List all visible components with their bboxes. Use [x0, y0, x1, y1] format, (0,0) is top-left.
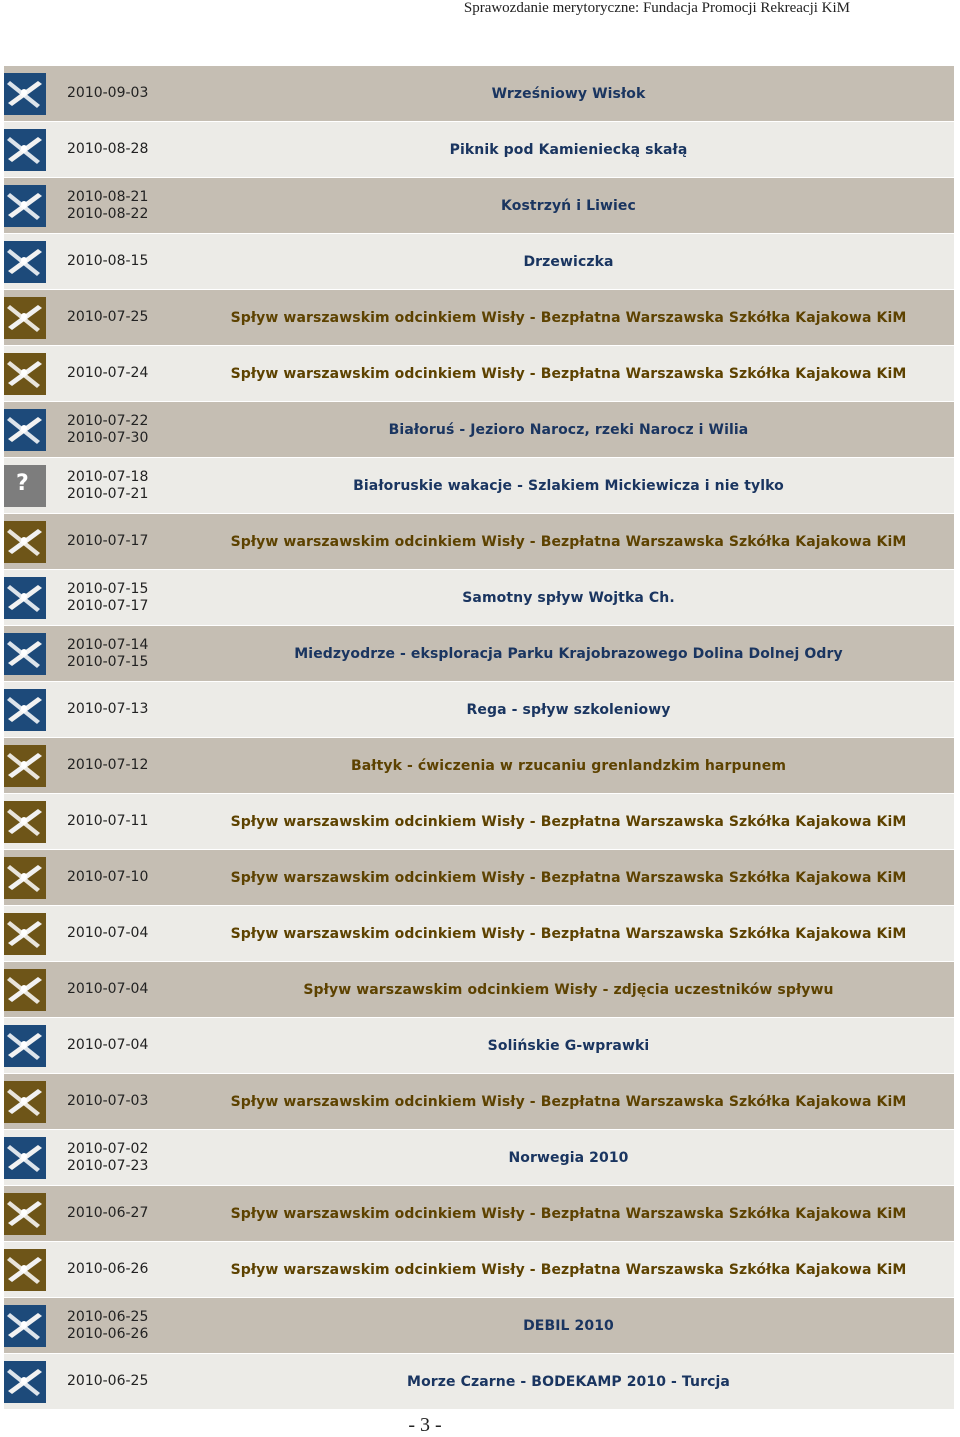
event-row [4, 514, 954, 570]
page-header: Sprawozdanie merytoryczne: Fundacja Promocji Rekreacji KiM [463, 0, 850, 16]
event-row [4, 1354, 954, 1410]
event-date: 2010-06-26 [67, 1325, 149, 1342]
question-icon [4, 465, 46, 507]
event-date: 2010-07-24 [67, 365, 149, 381]
event-date: 2010-06-25 [67, 1373, 149, 1389]
kayak-blue-icon [4, 73, 46, 115]
page-number: - 3 - [408, 1414, 442, 1436]
kayak-brown-icon [4, 1081, 46, 1123]
event-row [4, 234, 954, 290]
kayak-brown-icon [4, 745, 46, 787]
event-title-link[interactable]: Spływ warszawskim odcinkiem Wisły - Bezpłatna Warszawska Szkółka Kajakowa KiM [230, 925, 907, 942]
event-row [4, 1298, 954, 1354]
event-title-link[interactable]: Białoruś - Jezioro Narocz, rzeki Narocz i Wilia [388, 421, 749, 438]
event-title-link[interactable]: DEBIL 2010 [523, 1317, 614, 1334]
kayak-blue-icon [4, 185, 46, 227]
event-date: 2010-08-15 [67, 253, 149, 269]
event-title-link[interactable]: Samotny spływ Wojtka Ch. [462, 589, 675, 606]
event-row [4, 570, 954, 626]
event-row [4, 738, 954, 794]
event-date: 2010-07-25 [67, 309, 149, 325]
event-date: 2010-07-21 [67, 485, 149, 502]
event-row [4, 346, 954, 402]
event-date: 2010-06-26 [67, 1261, 149, 1277]
event-row [4, 850, 954, 906]
question-glyph: ? [16, 470, 29, 496]
event-date: 2010-07-04 [67, 1037, 149, 1053]
event-row [4, 906, 954, 962]
event-title-link[interactable]: Spływ warszawskim odcinkiem Wisły - Bezpłatna Warszawska Szkółka Kajakowa KiM [230, 813, 907, 830]
kayak-brown-icon [4, 857, 46, 899]
kayak-brown-icon [4, 297, 46, 339]
event-dates [67, 813, 187, 830]
event-row [4, 290, 954, 346]
kayak-brown-icon [4, 1193, 46, 1235]
event-row [4, 1018, 954, 1074]
event-title-link[interactable]: Rega - spływ szkoleniowy [466, 701, 671, 718]
event-dates [67, 141, 187, 158]
event-date: 2010-07-02 [67, 1140, 149, 1157]
event-date: 2010-07-15 [67, 580, 149, 597]
event-title-link[interactable]: Kostrzyń i Liwiec [501, 197, 636, 214]
event-date: 2010-07-23 [67, 1157, 149, 1174]
kayak-blue-icon [4, 409, 46, 451]
event-date: 2010-07-11 [67, 813, 149, 829]
event-dates [67, 757, 187, 774]
event-dates [67, 1037, 187, 1054]
event-title-link[interactable]: Piknik pod Kamieniecką skałą [449, 141, 688, 158]
event-title-link[interactable]: Spływ warszawskim odcinkiem Wisły - Bezpłatna Warszawska Szkółka Kajakowa KiM [230, 1205, 907, 1222]
kayak-blue-icon [4, 633, 46, 675]
event-dates [67, 253, 187, 270]
event-row [4, 402, 954, 458]
kayak-brown-icon [4, 1249, 46, 1291]
event-date: 2010-07-03 [67, 1093, 149, 1109]
event-date: 2010-07-04 [67, 925, 149, 941]
event-title-link[interactable]: Białoruskie wakacje - Szlakiem Mickiewicza i nie tylko [353, 477, 784, 494]
kayak-blue-icon [4, 1025, 46, 1067]
event-date: 2010-07-04 [67, 981, 149, 997]
event-row [4, 178, 954, 234]
event-dates [67, 637, 187, 671]
event-row [4, 458, 954, 514]
event-row [4, 122, 954, 178]
event-row [4, 682, 954, 738]
events-table [4, 66, 954, 1410]
event-title-link[interactable]: Solińskie G-wprawki [487, 1037, 650, 1054]
kayak-blue-icon [4, 241, 46, 283]
kayak-blue-icon [4, 1305, 46, 1347]
event-date: 2010-07-22 [67, 412, 149, 429]
event-date: 2010-07-30 [67, 429, 149, 446]
event-title-link[interactable]: Morze Czarne - BODEKAMP 2010 - Turcja [407, 1373, 730, 1390]
event-title-link[interactable]: Spływ warszawskim odcinkiem Wisły - Bezpłatna Warszawska Szkółka Kajakowa KiM [230, 533, 907, 550]
event-date: 2010-07-12 [67, 757, 149, 773]
event-title-link[interactable]: Norwegia 2010 [508, 1149, 629, 1166]
event-row [4, 1242, 954, 1298]
event-date: 2010-08-21 [67, 188, 149, 205]
event-dates [67, 1093, 187, 1110]
event-row [4, 794, 954, 850]
event-dates [67, 309, 187, 326]
event-row [4, 1130, 954, 1186]
kayak-brown-icon [4, 521, 46, 563]
event-dates [67, 1261, 187, 1278]
event-date: 2010-09-03 [67, 85, 149, 101]
event-title-link[interactable]: Drzewiczka [523, 253, 614, 270]
event-dates [67, 1205, 187, 1222]
event-date: 2010-06-27 [67, 1205, 149, 1221]
event-date: 2010-07-13 [67, 701, 149, 717]
event-title-link[interactable]: Spływ warszawskim odcinkiem Wisły - Bezpłatna Warszawska Szkółka Kajakowa KiM [230, 869, 907, 886]
event-title-link[interactable]: Spływ warszawskim odcinkiem Wisły - zdjęcia uczestników spływu [303, 981, 834, 998]
event-dates [67, 365, 187, 382]
event-dates [67, 1141, 187, 1175]
event-date: 2010-07-17 [67, 533, 149, 549]
event-title-link[interactable]: Bałtyk - ćwiczenia w rzucaniu grenlandzkim harpunem [350, 757, 787, 774]
event-dates [67, 469, 187, 503]
event-row [4, 962, 954, 1018]
event-date: 2010-07-14 [67, 636, 149, 653]
event-title-link[interactable]: Miedzyodrze - eksploracja Parku Krajobrazowego Dolina Dolnej Odry [294, 645, 843, 662]
event-date: 2010-07-17 [67, 597, 149, 614]
event-date: 2010-07-15 [67, 653, 149, 670]
event-title-link[interactable]: Spływ warszawskim odcinkiem Wisły - Bezpłatna Warszawska Szkółka Kajakowa KiM [230, 1093, 907, 1110]
event-title-link[interactable]: Spływ warszawskim odcinkiem Wisły - Bezpłatna Warszawska Szkółka Kajakowa KiM [230, 1261, 907, 1278]
event-row [4, 1186, 954, 1242]
kayak-blue-icon [4, 577, 46, 619]
event-dates [67, 413, 187, 447]
event-row [4, 1074, 954, 1130]
kayak-blue-icon [4, 689, 46, 731]
event-date: 2010-07-18 [67, 468, 149, 485]
kayak-blue-icon [4, 1137, 46, 1179]
event-dates [67, 189, 187, 223]
event-dates [67, 981, 187, 998]
kayak-blue-icon [4, 1361, 46, 1403]
event-dates [67, 533, 187, 550]
event-date: 2010-08-28 [67, 141, 149, 157]
kayak-blue-icon [4, 129, 46, 171]
event-dates [67, 1373, 187, 1390]
kayak-brown-icon [4, 353, 46, 395]
event-row [4, 66, 954, 122]
event-dates [67, 925, 187, 942]
event-dates [67, 701, 187, 718]
event-dates [67, 1309, 187, 1343]
event-date: 2010-06-25 [67, 1308, 149, 1325]
event-title-link[interactable]: Spływ warszawskim odcinkiem Wisły - Bezpłatna Warszawska Szkółka Kajakowa KiM [230, 365, 907, 382]
kayak-brown-icon [4, 969, 46, 1011]
event-title-link[interactable]: Wrześniowy Wisłok [491, 85, 646, 102]
event-dates [67, 869, 187, 886]
event-dates [67, 581, 187, 615]
event-date: 2010-08-22 [67, 205, 149, 222]
kayak-brown-icon [4, 913, 46, 955]
event-dates [67, 85, 187, 102]
event-title-link[interactable]: Spływ warszawskim odcinkiem Wisły - Bezpłatna Warszawska Szkółka Kajakowa KiM [230, 309, 907, 326]
kayak-brown-icon [4, 801, 46, 843]
event-date: 2010-07-10 [67, 869, 149, 885]
event-row [4, 626, 954, 682]
